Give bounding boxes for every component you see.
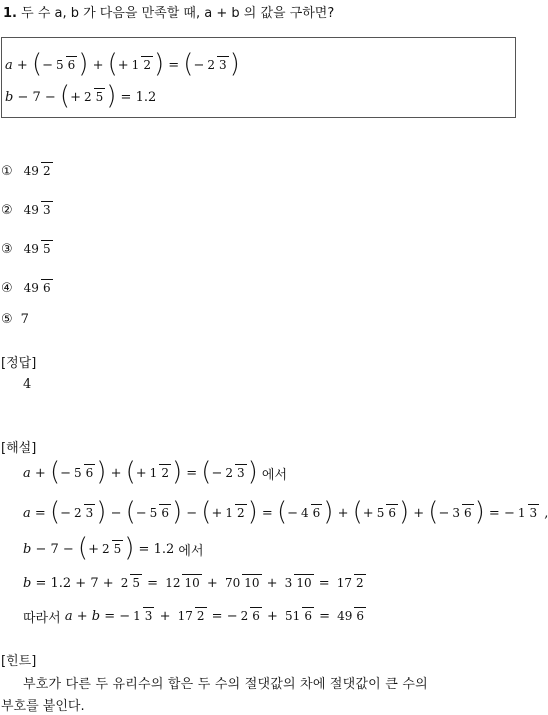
- choice-5[interactable]: [1, 309, 29, 329]
- hint-text-line-1: 부호가 다른 두 유리수의 합은 두 수의 절댓값의 차에 절댓값이 큰 수의: [23, 677, 428, 692]
- choice-1[interactable]: [1, 154, 54, 188]
- choice-mark: ②: [1, 202, 13, 218]
- solution-line-4: b = 1.2 + 7 + 2 5 = 12 10 + 70 10 + 3 10 = 17 2: [23, 575, 364, 591]
- condition-eq2: b − 7 − ( + 2 5 ) = 1.2: [5, 81, 157, 112]
- answer-value: 4: [23, 377, 32, 392]
- problem-number: 1.: [3, 6, 17, 21]
- choice-value: 49 5: [23, 241, 51, 256]
- solution-line-3: b − 7 − ( + 2 5 ) = 1.2 에서: [23, 533, 204, 564]
- condition-eq1: a + ( − 5 6 ) + ( + 1 2 ) = ( − 2 3 ): [5, 49, 240, 80]
- problem-text: 두 수 a, b 가 다음을 만족할 때, a + b 의 값을 구하면?: [21, 6, 335, 21]
- choice-mark: ⑤: [1, 311, 13, 327]
- solution-prefix: 따라서: [23, 610, 61, 626]
- solution-line-2: a = ( − 2 3 ) − ( − 5 6 ) − ( + 1 2 ) = ( − 4 6 ) + ( + 5 6 ) + ( − 3 6 ) = − 1 3: [23, 496, 548, 530]
- choice-value: 49 3: [23, 202, 51, 217]
- solution-label: [해설]: [1, 441, 37, 456]
- choice-mark: ③: [1, 241, 13, 257]
- hint-label: [힌트]: [1, 654, 37, 669]
- choice-4[interactable]: [1, 271, 54, 305]
- solution-line-1: a + ( − 5 6 ) + ( + 1 2 ) = ( − 2 3 ) 에서: [23, 457, 288, 488]
- choice-mark: ①: [1, 163, 13, 179]
- choice-value: 49 6: [23, 280, 51, 295]
- hint-text-line-2: 부호를 붙인다.: [1, 699, 85, 714]
- solution-suffix: 에서: [178, 543, 204, 559]
- choice-2[interactable]: [1, 193, 54, 227]
- choice-value: 7: [20, 311, 29, 327]
- choice-value: 49 2: [23, 163, 51, 178]
- answer-label: [정답]: [1, 356, 37, 371]
- choice-mark: ④: [1, 280, 13, 296]
- choice-3[interactable]: [1, 232, 54, 266]
- solution-line-5: 따라서 a + b = − 1 3 + 17 2 = − 2 6 + 51 6 = 49 6: [23, 608, 365, 626]
- solution-comma: [544, 506, 548, 521]
- problem-stem: [3, 2, 334, 21]
- solution-suffix: 에서: [261, 467, 288, 483]
